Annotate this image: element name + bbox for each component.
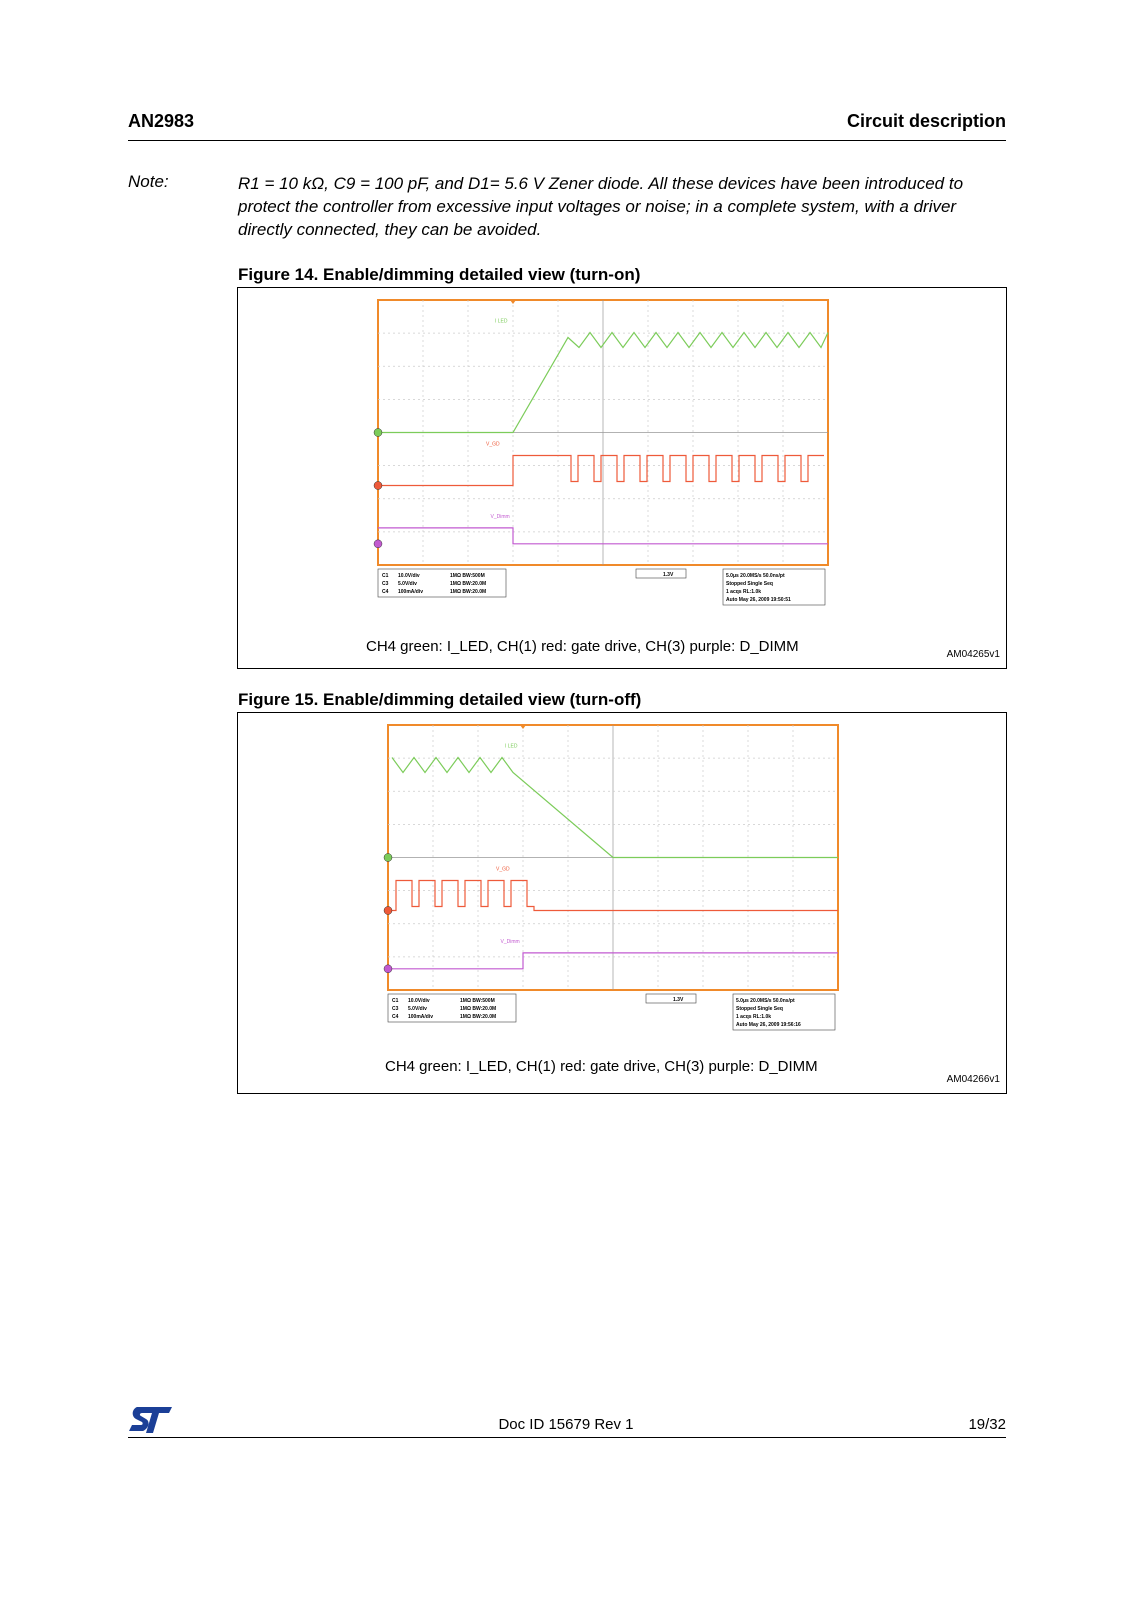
timebase-readout bbox=[733, 994, 835, 1030]
channel-marker bbox=[374, 482, 382, 490]
label-i-led: I LED bbox=[495, 318, 508, 325]
channel-marker bbox=[384, 854, 392, 862]
timebase-line: Stopped Single Seq bbox=[726, 581, 773, 587]
trigger-level: 1.3V bbox=[663, 572, 674, 578]
page-number: 19/32 bbox=[968, 1416, 1006, 1433]
label-v-dimm: V_Dimm bbox=[500, 938, 520, 945]
figure-15-caption: CH4 green: I_LED, CH(1) red: gate drive, CH(3) purple: D_DIMM bbox=[385, 1058, 818, 1075]
header-rule bbox=[128, 140, 1006, 141]
readout-ch: C3 bbox=[382, 581, 389, 587]
figure-14-title: Figure 14. Enable/dimming detailed view (turn-on) bbox=[238, 265, 641, 284]
readout-ch: C3 bbox=[392, 1006, 399, 1012]
timebase-line: Auto May 26, 2009 19:50:51 bbox=[726, 597, 791, 603]
trigger-readout bbox=[646, 994, 696, 1003]
channel-marker bbox=[374, 429, 382, 437]
timebase-line: Auto May 26, 2009 19:56:16 bbox=[736, 1022, 801, 1028]
readout-imp: 1MΩ BW:20.0M bbox=[450, 589, 487, 595]
figure-15-title: Figure 15. Enable/dimming detailed view (turn-off) bbox=[238, 690, 642, 709]
figure-14-box bbox=[237, 287, 1007, 669]
note-label: Note: bbox=[128, 172, 169, 191]
timebase-line: Stopped Single Seq bbox=[736, 1006, 783, 1012]
readout-imp: 1MΩ BW:500M bbox=[460, 998, 495, 1004]
readout-imp: 1MΩ BW:20.0M bbox=[460, 1014, 497, 1020]
oscilloscope-turn-on bbox=[373, 298, 853, 618]
channel-readout bbox=[378, 569, 506, 597]
note-text: R1 = 10 kΩ, C9 = 100 pF, and D1= 5.6 V Zener diode. All these devices have been introduced to protect the controller from excessive input voltages or noise; in a complete system, with a driver directly connected, they can be avoided. bbox=[238, 174, 964, 239]
figure-15-id: AM04266v1 bbox=[946, 1074, 1000, 1085]
trigger-readout bbox=[636, 569, 686, 578]
readout-scale: 5.0V/div bbox=[398, 581, 417, 587]
timebase-readout bbox=[723, 569, 825, 605]
readout-ch: C1 bbox=[382, 573, 389, 579]
footer-rule bbox=[128, 1437, 1006, 1438]
footer-doc-id: Doc ID 15679 Rev 1 bbox=[498, 1416, 634, 1433]
label-v-gd: V_GD bbox=[496, 866, 510, 873]
timebase-line: 5.0μs 20.0MS/s 50.0ns/pt bbox=[736, 998, 795, 1004]
channel-marker bbox=[384, 907, 392, 915]
readout-scale: 100mA/div bbox=[408, 1014, 434, 1020]
readout-imp: 1MΩ BW:20.0M bbox=[450, 581, 487, 587]
channel-marker bbox=[374, 540, 382, 548]
timebase-line: 5.0μs 20.0MS/s 50.0ns/pt bbox=[726, 573, 785, 579]
channel-readout bbox=[388, 994, 516, 1022]
readout-scale: 10.0V/div bbox=[398, 573, 420, 579]
label-v-dimm: V_Dimm bbox=[490, 513, 510, 520]
readout-imp: 1MΩ BW:500M bbox=[450, 573, 485, 579]
channel-marker bbox=[384, 965, 392, 973]
label-v-gd: V_GD bbox=[486, 441, 500, 448]
label-i-led: I LED bbox=[505, 743, 518, 750]
trigger-level: 1.3V bbox=[673, 997, 684, 1003]
readout-ch: C1 bbox=[392, 998, 399, 1004]
trigger-box bbox=[636, 569, 686, 578]
readout-ch: C4 bbox=[382, 589, 389, 595]
readout-scale: 100mA/div bbox=[398, 589, 424, 595]
readout-scale: 5.0V/div bbox=[408, 1006, 427, 1012]
timebase-line: 1 acqs RL:1.0k bbox=[736, 1014, 772, 1020]
readout-ch: C4 bbox=[392, 1014, 399, 1020]
doc-code: AN2983 bbox=[128, 111, 195, 131]
figure-14-caption: CH4 green: I_LED, CH(1) red: gate drive, CH(3) purple: D_DIMM bbox=[366, 638, 799, 655]
trigger-box bbox=[646, 994, 696, 1003]
oscilloscope-turn-off bbox=[383, 723, 863, 1043]
readout-scale: 10.0V/div bbox=[408, 998, 430, 1004]
figure-14-id: AM04265v1 bbox=[946, 649, 1000, 660]
readout-imp: 1MΩ BW:20.0M bbox=[460, 1006, 497, 1012]
timebase-line: 1 acqs RL:1.0k bbox=[726, 589, 762, 595]
section-title: Circuit description bbox=[846, 111, 1006, 131]
figure-15-box bbox=[237, 712, 1007, 1094]
